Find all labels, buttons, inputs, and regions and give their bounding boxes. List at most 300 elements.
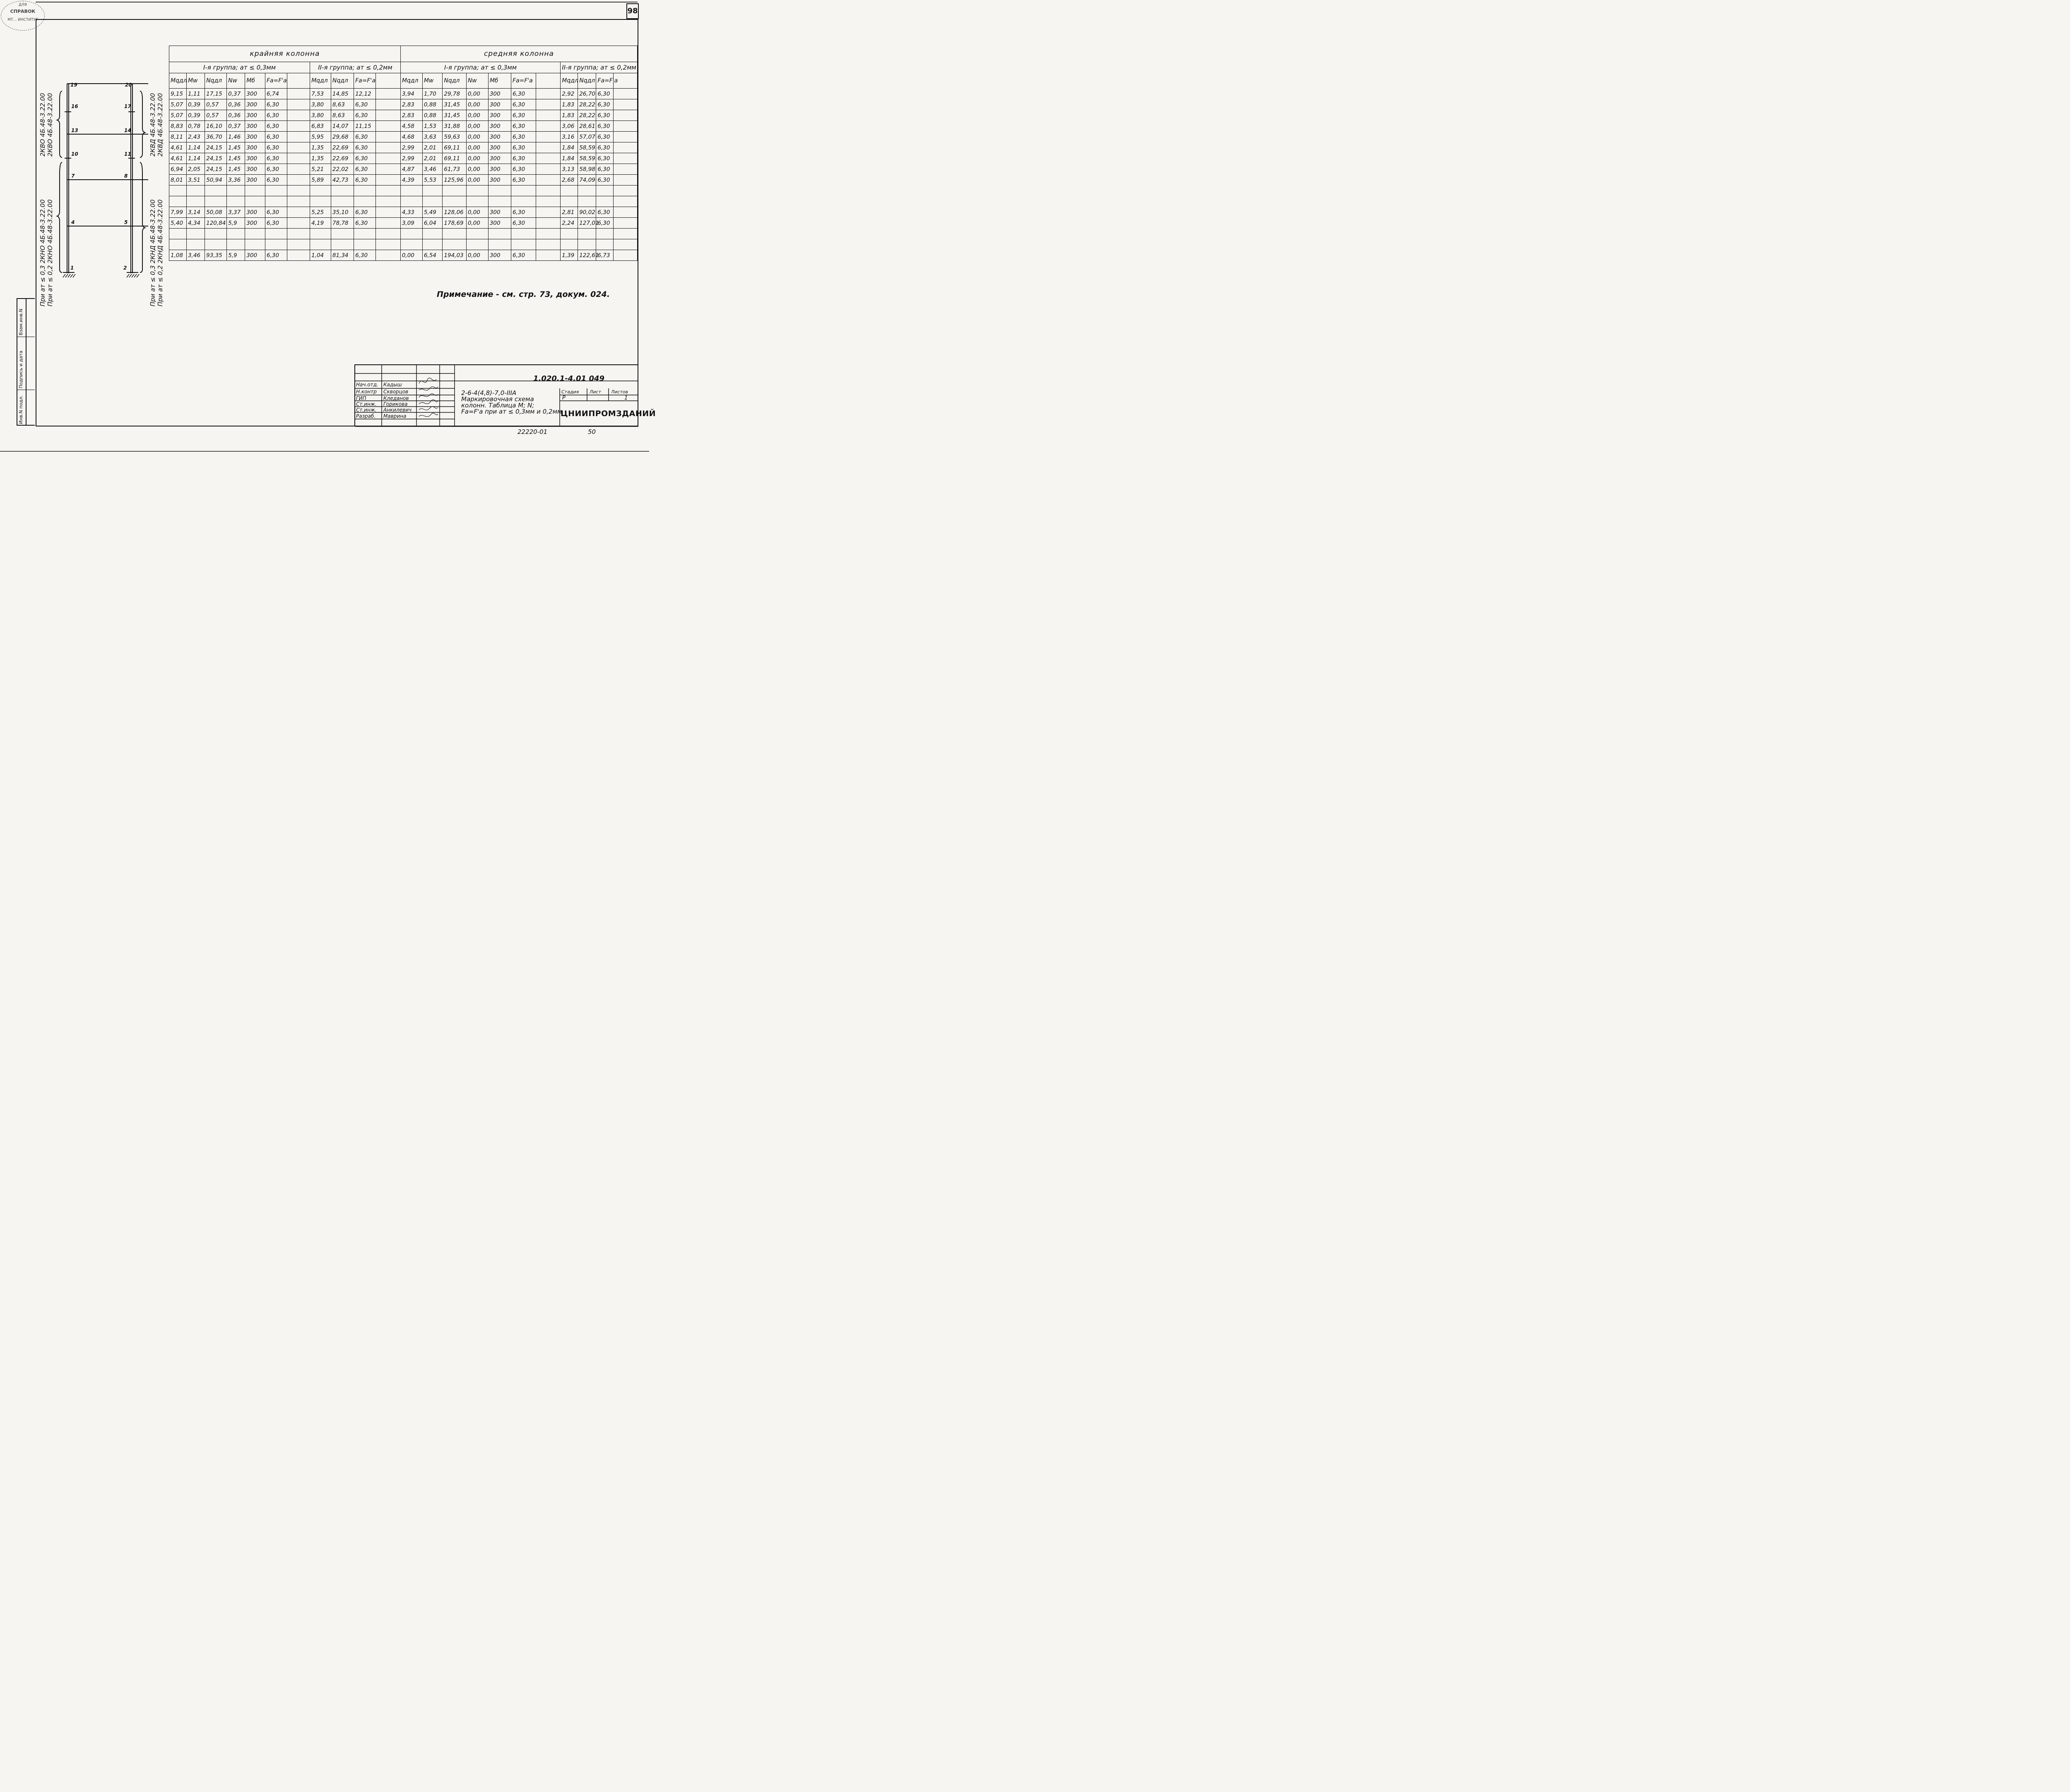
table-cell: 58,98 — [578, 164, 596, 175]
table-cell — [422, 185, 443, 196]
node-11: 11 — [124, 151, 131, 157]
table-cell-empty — [376, 175, 401, 185]
table-cell: 3,36 — [227, 175, 245, 185]
table-cell: 300 — [488, 207, 511, 218]
table-cell: 24,15 — [205, 153, 227, 164]
table-cell: 6,04 — [422, 218, 443, 229]
table-cell: 6,30 — [511, 153, 536, 164]
table-cell-empty — [287, 132, 310, 142]
middle-top-mark-2: 2КВД 4Б.48-3.22.00 — [156, 93, 164, 157]
header-cell: Mб — [245, 73, 265, 89]
table-cell: 3,80 — [310, 110, 331, 121]
table-row — [169, 175, 638, 185]
table-cell-empty — [614, 185, 638, 196]
table-cell: 300 — [488, 218, 511, 229]
role-6: Разраб. — [356, 413, 376, 419]
table-cell-empty — [614, 121, 638, 132]
table-cell: 8,11 — [169, 132, 187, 142]
table-cell-empty — [536, 207, 561, 218]
table-cell: 6,30 — [511, 207, 536, 218]
role-4: Ст.инж. — [356, 401, 377, 407]
table-cell: 128,06 — [443, 207, 466, 218]
table-cell: 28,61 — [578, 121, 596, 132]
table-cell — [227, 229, 245, 239]
table-cell: 300 — [245, 121, 265, 132]
header-cell-empty — [376, 73, 401, 89]
table-cell: 0,00 — [466, 110, 488, 121]
table-cell: 0,00 — [466, 89, 488, 99]
table-cell: 3,46 — [186, 250, 205, 261]
table-cell: 1,70 — [422, 89, 443, 99]
table-cell — [331, 196, 354, 207]
table-cell: 17,15 — [205, 89, 227, 99]
middle-group-1: I-я группа; aт ≤ 0,3мм — [400, 62, 560, 73]
header-cell: Mqдл — [561, 73, 578, 89]
table-row — [169, 99, 638, 110]
table-cell-empty — [536, 153, 561, 164]
table-cell — [596, 229, 614, 239]
node-17: 17 — [124, 104, 131, 109]
table-cell-empty — [536, 89, 561, 99]
table-cell: 300 — [488, 132, 511, 142]
table-cell — [310, 229, 331, 239]
table-cell-empty — [614, 164, 638, 175]
table-cell: 50,94 — [205, 175, 227, 185]
table-cell: 1,84 — [561, 153, 578, 164]
table-cell-empty — [614, 175, 638, 185]
table-cell-empty — [376, 99, 401, 110]
table-cell — [169, 229, 187, 239]
table-row — [169, 218, 638, 229]
table-cell-empty — [376, 207, 401, 218]
table-cell — [422, 229, 443, 239]
table-cell-empty — [614, 142, 638, 153]
table-cell: 0,36 — [227, 110, 245, 121]
table-cell — [578, 196, 596, 207]
table-row — [169, 239, 638, 250]
node-14: 14 — [124, 128, 131, 133]
table-cell: 6,30 — [265, 175, 287, 185]
table-cell: 36,70 — [205, 132, 227, 142]
table-subgroup-header — [169, 62, 638, 73]
table-group-header — [169, 46, 638, 62]
table-cell: 6,30 — [511, 132, 536, 142]
table-cell-empty — [536, 218, 561, 229]
table-cell — [511, 185, 536, 196]
table-cell: 4,34 — [186, 218, 205, 229]
table-cell: 31,45 — [443, 110, 466, 121]
header-cell: Mб — [488, 73, 511, 89]
table-cell — [205, 196, 227, 207]
table-cell — [331, 185, 354, 196]
table-cell: 35,10 — [331, 207, 354, 218]
table-cell: 3,09 — [400, 218, 422, 229]
table-cell: 0,88 — [422, 99, 443, 110]
table-cell — [443, 185, 466, 196]
table-cell — [227, 185, 245, 196]
table-cell: 0,00 — [466, 207, 488, 218]
table-cell-empty — [614, 218, 638, 229]
table-cell: 300 — [488, 121, 511, 132]
table-cell: 300 — [488, 142, 511, 153]
table-cell — [400, 229, 422, 239]
table-cell: 14,07 — [331, 121, 354, 132]
table-cell: 194,03 — [443, 250, 466, 261]
table-cell: 6,30 — [265, 218, 287, 229]
edge-bottom-mark-2: При aт ≤ 0,2 2КНО 4Б.48-3.22.00 — [46, 199, 54, 306]
sheets-value: 1 — [624, 395, 628, 401]
table-cell: 0,00 — [466, 218, 488, 229]
table-column-header — [169, 73, 638, 89]
table-cell: 6,54 — [422, 250, 443, 261]
table-cell — [169, 185, 187, 196]
table-cell: 2,05 — [186, 164, 205, 175]
table-cell: 300 — [488, 153, 511, 164]
table-cell: 6,30 — [596, 89, 614, 99]
organization-name: ЦНИИПРОМЗДАНИЙ — [561, 409, 656, 418]
table-cell — [466, 185, 488, 196]
table-cell: 0,00 — [466, 142, 488, 153]
table-cell — [561, 185, 578, 196]
table-cell-empty — [376, 196, 401, 207]
table-cell — [443, 196, 466, 207]
table-cell: 31,88 — [443, 121, 466, 132]
table-cell: 57,07 — [578, 132, 596, 142]
table-cell: 26,70 — [578, 89, 596, 99]
table-cell: 5,49 — [422, 207, 443, 218]
table-cell: 6,30 — [354, 142, 376, 153]
table-cell-empty — [614, 110, 638, 121]
table-row — [169, 229, 638, 239]
sheet-number: 98 — [626, 3, 639, 19]
table-cell: 29,68 — [331, 132, 354, 142]
sheets-label: Листов — [611, 389, 628, 395]
header-cell: Mqдл — [310, 73, 331, 89]
table-cell — [596, 196, 614, 207]
table-cell-empty — [376, 218, 401, 229]
table-cell — [169, 239, 187, 250]
table-cell-empty — [287, 185, 310, 196]
table-cell: 0,78 — [186, 121, 205, 132]
role-3: ГИП — [356, 395, 366, 401]
table-cell: 2,01 — [422, 153, 443, 164]
table-cell: 6,30 — [354, 175, 376, 185]
table-cell — [488, 196, 511, 207]
table-cell: 93,35 — [205, 250, 227, 261]
table-cell — [466, 196, 488, 207]
table-cell — [310, 185, 331, 196]
table-row — [169, 153, 638, 164]
table-cell: 12,12 — [354, 89, 376, 99]
table-cell: 127,01 — [578, 218, 596, 229]
table-cell: 300 — [245, 99, 265, 110]
node-7: 7 — [71, 173, 75, 179]
table-cell — [354, 185, 376, 196]
table-cell-empty — [287, 164, 310, 175]
table-cell: 5,53 — [422, 175, 443, 185]
middle-group-2: II-я группа; aт ≤ 0,2мм — [561, 62, 638, 73]
table-cell: 3,14 — [186, 207, 205, 218]
node-8: 8 — [124, 173, 128, 179]
table-cell: 69,11 — [443, 153, 466, 164]
header-cell: Mqдл — [400, 73, 422, 89]
table-cell: 1,45 — [227, 164, 245, 175]
table-cell-empty — [287, 142, 310, 153]
table-cell: 4,87 — [400, 164, 422, 175]
signatures — [417, 374, 440, 426]
table-cell: 5,07 — [169, 99, 187, 110]
table-cell-empty — [376, 229, 401, 239]
table-cell: 5,89 — [310, 175, 331, 185]
table-cell: 9,15 — [169, 89, 187, 99]
group-middle-column: средняя колонна — [400, 46, 637, 62]
table-cell: 6,30 — [511, 99, 536, 110]
name-3: Кледанов — [383, 395, 409, 401]
table-cell: 6,30 — [511, 89, 536, 99]
table-cell — [169, 196, 187, 207]
table-cell: 6,30 — [354, 250, 376, 261]
table-cell — [245, 185, 265, 196]
table-cell: 2,24 — [561, 218, 578, 229]
table-cell: 300 — [245, 142, 265, 153]
table-cell: 7,99 — [169, 207, 187, 218]
table-cell-empty — [376, 239, 401, 250]
table-cell: 8,01 — [169, 175, 187, 185]
table-cell: 4,39 — [400, 175, 422, 185]
table-cell: 6,94 — [169, 164, 187, 175]
table-cell: 6,30 — [511, 164, 536, 175]
table-cell: 50,08 — [205, 207, 227, 218]
table-cell-empty — [376, 121, 401, 132]
table-cell: 2,99 — [400, 153, 422, 164]
middle-top-mark-1: 2КВД 4Б.48-3.22.00 — [149, 93, 156, 157]
table-cell: 5,40 — [169, 218, 187, 229]
table-cell: 6,74 — [265, 89, 287, 99]
table-cell-empty — [287, 175, 310, 185]
table-cell — [561, 239, 578, 250]
table-cell: 2,83 — [400, 99, 422, 110]
table-cell: 0,00 — [466, 153, 488, 164]
middle-bottom-mark-1: При aт ≤ 0,3 2КНД 4Б.48-3.22.00 — [149, 199, 156, 306]
table-cell: 11,15 — [354, 121, 376, 132]
name-4: Горикова — [383, 401, 408, 407]
table-cell: 6,30 — [511, 218, 536, 229]
table-cell: 300 — [488, 164, 511, 175]
table-cell — [205, 239, 227, 250]
table-cell: 6,30 — [265, 207, 287, 218]
table-cell: 28,22 — [578, 110, 596, 121]
table-cell: 6,30 — [354, 153, 376, 164]
table-cell: 300 — [488, 250, 511, 261]
table-cell: 6,30 — [511, 110, 536, 121]
table-row — [169, 142, 638, 153]
table-row — [169, 196, 638, 207]
table-cell: 300 — [245, 110, 265, 121]
table-cell-empty — [614, 99, 638, 110]
table-cell-empty — [376, 153, 401, 164]
table-cell — [511, 229, 536, 239]
table-cell: 0,00 — [466, 132, 488, 142]
table-cell — [596, 185, 614, 196]
table-cell: 0,39 — [186, 99, 205, 110]
table-cell: 1,46 — [227, 132, 245, 142]
stamp-line-1: ДЛЯ — [18, 3, 27, 7]
header-cell: Nqдл — [205, 73, 227, 89]
table-cell-empty — [536, 99, 561, 110]
table-cell-empty — [376, 142, 401, 153]
table-cell: 1,35 — [310, 153, 331, 164]
table-cell: 6,30 — [596, 132, 614, 142]
table-cell: 22,69 — [331, 142, 354, 153]
table-cell: 4,61 — [169, 142, 187, 153]
strip-label-signature: Подпись и дата — [18, 350, 24, 388]
table-cell: 0,00 — [466, 99, 488, 110]
header-cell: Nqдл — [331, 73, 354, 89]
table-cell: 6,30 — [265, 110, 287, 121]
table-cell — [245, 196, 265, 207]
table-cell: 6,30 — [265, 164, 287, 175]
table-cell — [466, 239, 488, 250]
table-cell: 6,30 — [511, 175, 536, 185]
table-cell: 6,30 — [354, 110, 376, 121]
table-cell: 6,30 — [354, 164, 376, 175]
table-cell: 6,83 — [310, 121, 331, 132]
table-cell: 7,53 — [310, 89, 331, 99]
table-cell: 300 — [488, 89, 511, 99]
table-cell: 6,73 — [596, 250, 614, 261]
table-cell: 16,10 — [205, 121, 227, 132]
name-6: Маврина — [383, 413, 407, 419]
table-cell — [265, 185, 287, 196]
table-cell — [422, 239, 443, 250]
table-cell: 6,30 — [596, 207, 614, 218]
table-cell-empty — [287, 99, 310, 110]
table-cell — [443, 229, 466, 239]
table-cell — [310, 239, 331, 250]
node-19: 19 — [70, 82, 77, 88]
table-cell: 14,85 — [331, 89, 354, 99]
table-cell: 8,63 — [331, 110, 354, 121]
table-cell: 300 — [245, 164, 265, 175]
table-cell: 42,73 — [331, 175, 354, 185]
table-cell-empty — [287, 229, 310, 239]
table-cell-empty — [287, 89, 310, 99]
table-cell — [265, 229, 287, 239]
table-cell: 3,13 — [561, 164, 578, 175]
stage-value: Р — [562, 395, 566, 401]
table-cell: 0,00 — [466, 164, 488, 175]
edge-group-1: I-я группа; aт ≤ 0,3мм — [169, 62, 310, 73]
table-cell: 300 — [488, 99, 511, 110]
table-cell-empty — [536, 239, 561, 250]
table-cell-empty — [536, 196, 561, 207]
table-cell-empty — [287, 218, 310, 229]
strip-label-replace: Взам.инв.N — [18, 308, 24, 335]
sheet-label: Лист — [590, 389, 601, 395]
table-cell: 1,14 — [186, 153, 205, 164]
table-cell — [354, 196, 376, 207]
title-block — [354, 364, 656, 426]
approval-strip — [17, 298, 35, 426]
name-1: Кадыш — [383, 382, 402, 388]
table-cell: 0,37 — [227, 121, 245, 132]
table-cell: 6,30 — [511, 142, 536, 153]
table-cell: 1,39 — [561, 250, 578, 261]
table-cell — [400, 239, 422, 250]
table-cell: 1,11 — [186, 89, 205, 99]
table-cell: 6,30 — [354, 218, 376, 229]
table-cell — [488, 239, 511, 250]
table-cell: 1,14 — [186, 142, 205, 153]
sheet-title: 2-6-4(4,8)-7,0-IIIA Маркировочная схема колонн. Таблица M; N; Fa=F'a при aт ≤ 0,3мм и 0,2мм — [461, 389, 562, 415]
table-cell: 1,04 — [310, 250, 331, 261]
table-cell: 0,36 — [227, 99, 245, 110]
table-cell: 6,30 — [596, 153, 614, 164]
table-cell: 6,30 — [354, 132, 376, 142]
table-cell: 6,30 — [265, 132, 287, 142]
edge-bottom-mark-1: При aт ≤ 0,3 2КНО 4Б.48-3.22.00 — [39, 199, 46, 306]
strip-label-original: Инв.N подл. — [18, 395, 24, 424]
table-cell: 300 — [245, 250, 265, 261]
table-cell: 0,00 — [466, 250, 488, 261]
node-4: 4 — [71, 219, 75, 225]
archive-number: 22220-01 — [518, 428, 548, 436]
forces-table — [169, 46, 638, 261]
table-cell — [488, 229, 511, 239]
table-row — [169, 185, 638, 196]
edge-group-2: II-я группа; aт ≤ 0,2мм — [310, 62, 401, 73]
table-cell: 300 — [245, 218, 265, 229]
table-cell — [578, 239, 596, 250]
table-cell — [561, 196, 578, 207]
table-cell-empty — [376, 164, 401, 175]
table-cell: 5,07 — [169, 110, 187, 121]
table-cell: 24,15 — [205, 142, 227, 153]
table-cell: 4,33 — [400, 207, 422, 218]
table-cell: 28,22 — [578, 99, 596, 110]
table-cell: 5,95 — [310, 132, 331, 142]
table-cell: 3,46 — [422, 164, 443, 175]
table-cell-empty — [536, 185, 561, 196]
table-cell-empty — [376, 89, 401, 99]
table-cell: 6,30 — [354, 207, 376, 218]
table-cell: 6,30 — [265, 250, 287, 261]
table-row — [169, 89, 638, 99]
node-1: 1 — [70, 265, 74, 271]
table-cell: 24,15 — [205, 164, 227, 175]
table-cell: 2,92 — [561, 89, 578, 99]
table-cell: 6,30 — [596, 175, 614, 185]
note-text: Примечание - см. стр. 73, докум. 024. — [437, 290, 610, 299]
table-cell — [186, 196, 205, 207]
table-cell: 29,78 — [443, 89, 466, 99]
table-cell: 2,83 — [400, 110, 422, 121]
edge-top-mark-2: 2КВО 4Б.48-3.22.00 — [46, 93, 54, 157]
table-cell: 1,08 — [169, 250, 187, 261]
page-number: 50 — [588, 428, 596, 436]
stamp-line-2: СПРАВОК — [10, 9, 36, 14]
table-cell: 120,84 — [205, 218, 227, 229]
table-cell-empty — [287, 239, 310, 250]
table-cell: 5,25 — [310, 207, 331, 218]
table-cell: 6,30 — [265, 142, 287, 153]
table-cell — [245, 239, 265, 250]
table-cell-empty — [536, 229, 561, 239]
table-cell-empty — [614, 239, 638, 250]
table-cell — [596, 239, 614, 250]
table-cell: 0,88 — [422, 110, 443, 121]
table-cell: 4,68 — [400, 132, 422, 142]
